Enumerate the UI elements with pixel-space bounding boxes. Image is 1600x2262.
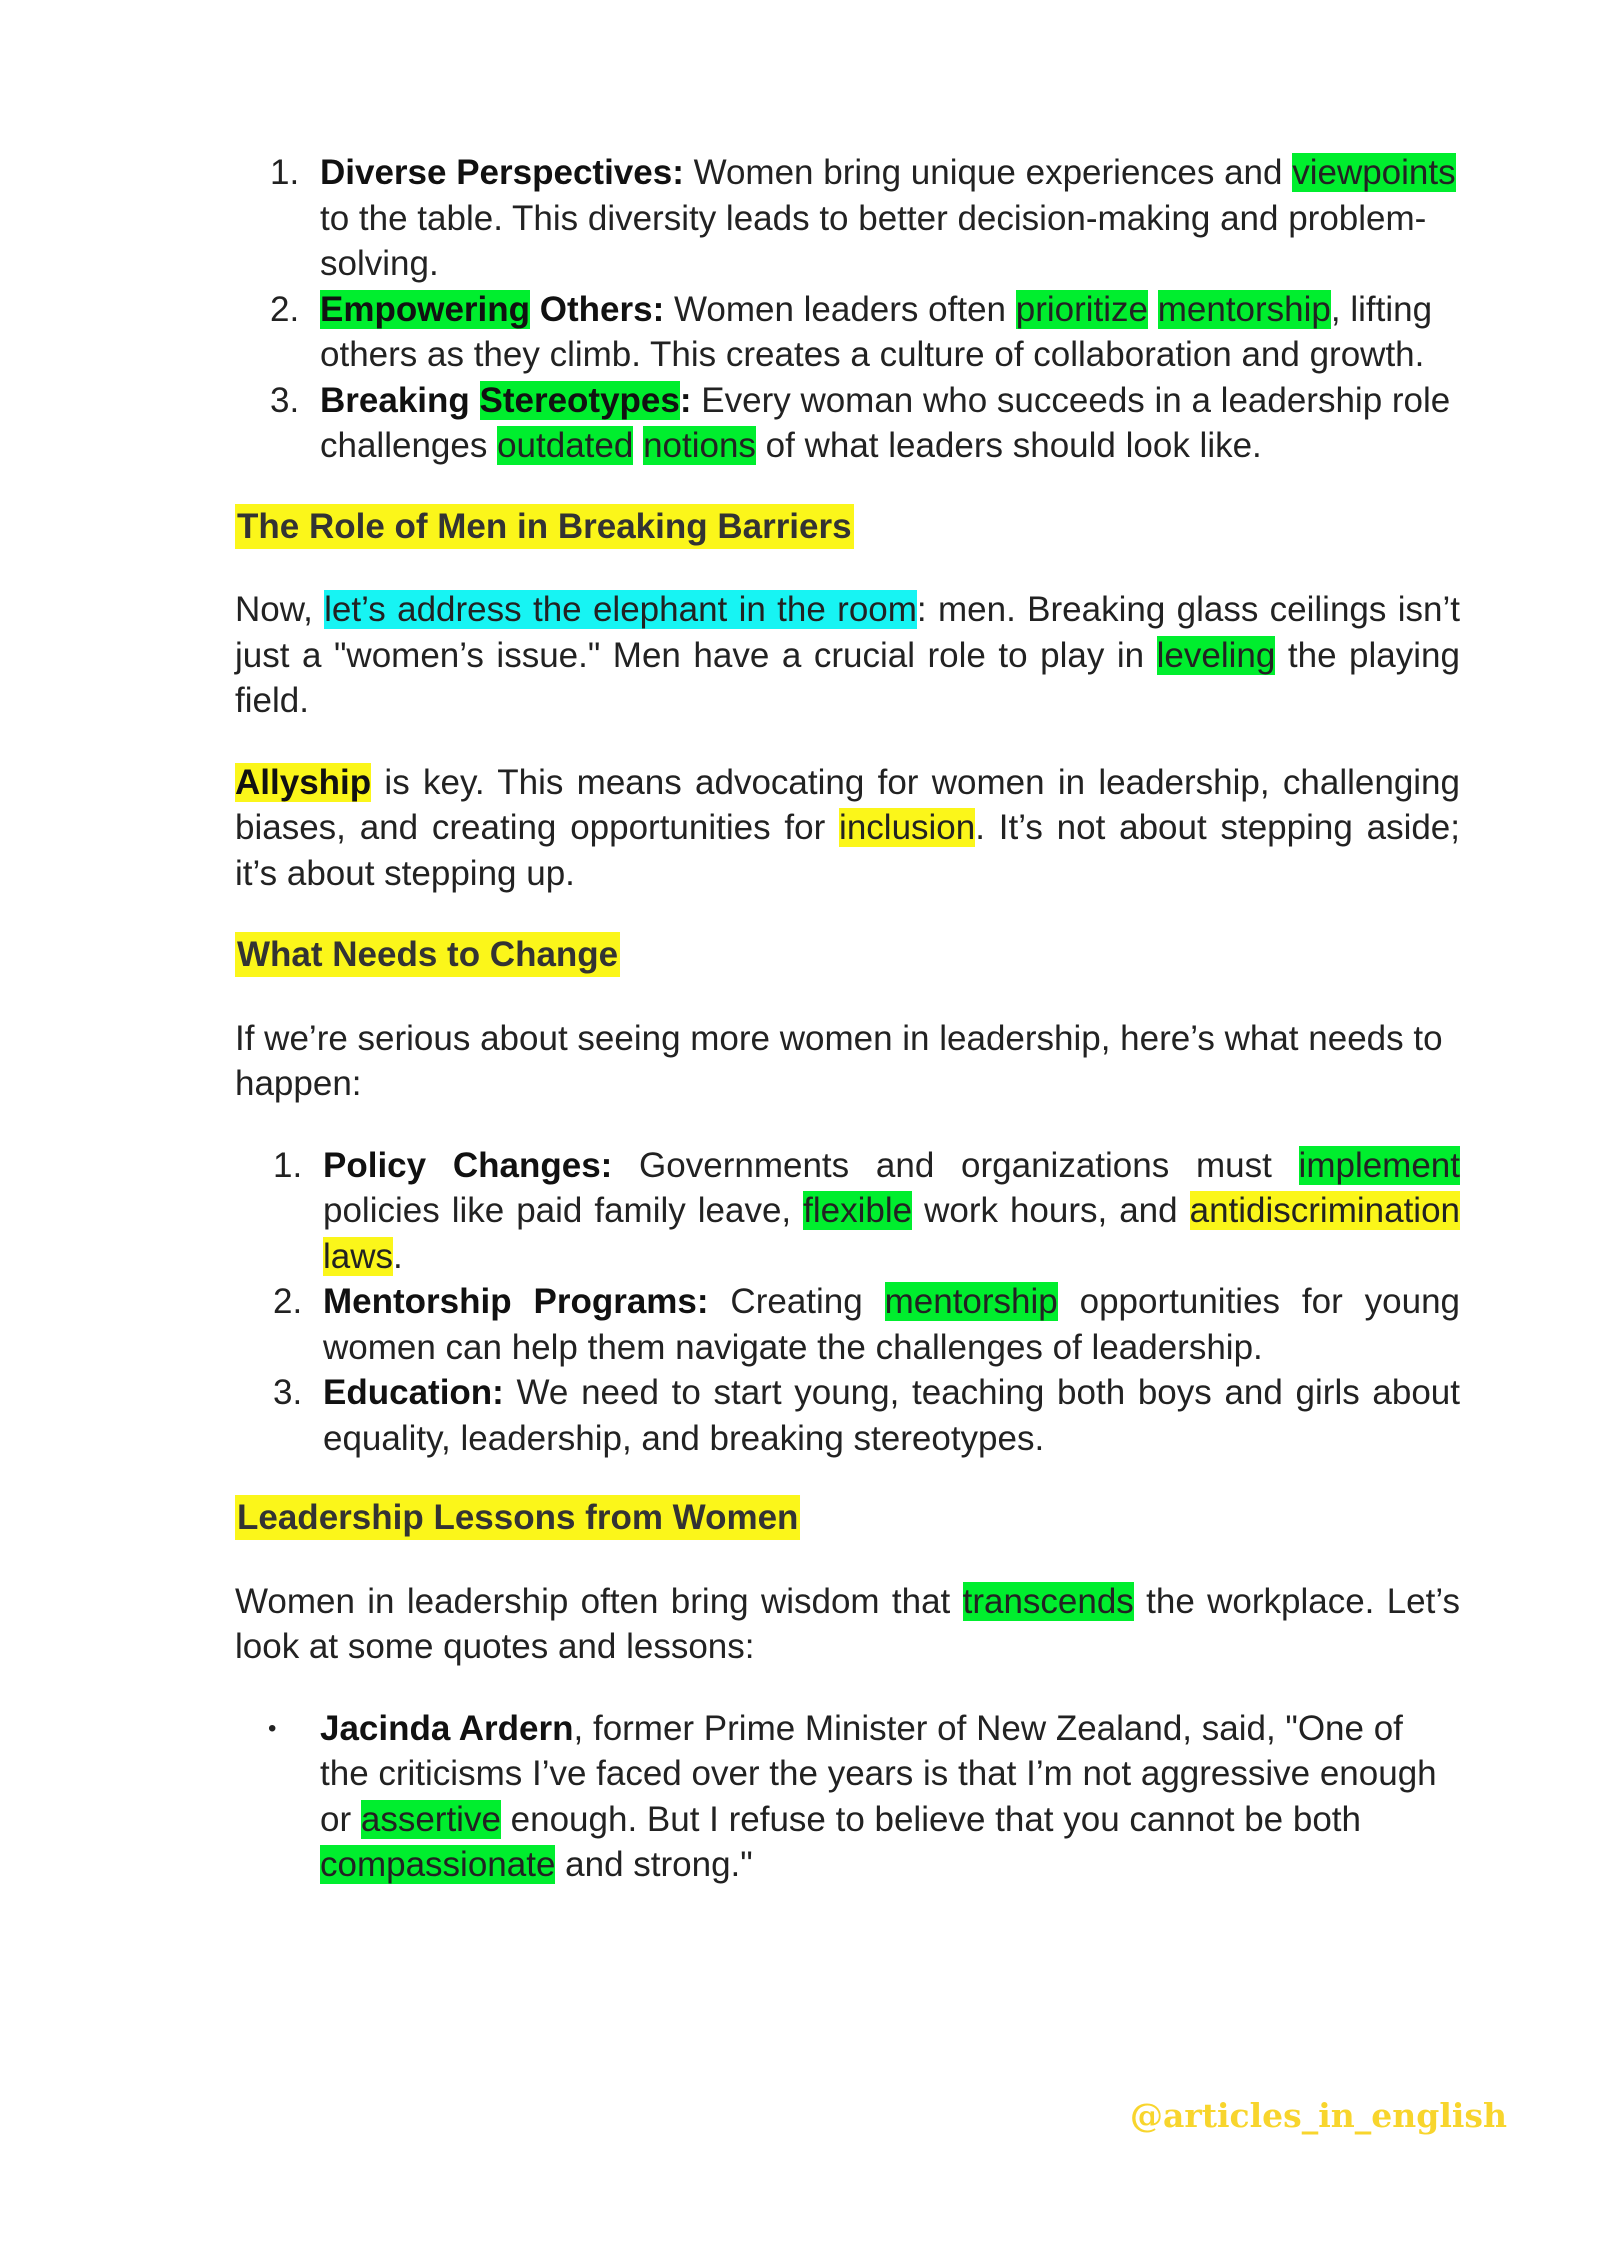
list-number: 3. bbox=[270, 380, 300, 420]
list-item bbox=[273, 1143, 1461, 1280]
paragraph: If we’re serious about seeing more women in leadership, here’s what needs to happen: bbox=[235, 1018, 1443, 1103]
item-text: Women bring unique experiences and bbox=[683, 153, 1293, 192]
green-highlight: compassionate bbox=[320, 1845, 556, 1884]
quote-author: Jacinda Ardern bbox=[320, 1708, 574, 1748]
item-text: , former Prime Minister of New Zealand, said, "One of the criticisms I’ve faced over the years is that I’m not aggressive enough or bbox=[320, 1708, 1437, 1839]
item-title-highlight: Empowering bbox=[320, 289, 531, 329]
item-title: Mentorship Programs: bbox=[323, 1282, 709, 1321]
paragraph-text: is key. This means advocating for women in leadership, challenging biases, and creating opportunities for bbox=[235, 762, 1460, 847]
list-number: 1. bbox=[270, 153, 300, 192]
green-highlight: notions bbox=[643, 426, 756, 465]
list-item bbox=[273, 1370, 1460, 1461]
yellow-highlight: inclusion bbox=[839, 808, 976, 847]
paragraph bbox=[235, 760, 1460, 897]
section-leadership-lessons bbox=[235, 1495, 1460, 1888]
item-text: work hours, and bbox=[912, 1191, 1190, 1230]
item-text: Creating bbox=[708, 1282, 885, 1321]
item-text: Women leaders often bbox=[664, 289, 1016, 329]
item-title: Others: bbox=[530, 289, 665, 329]
item-text: of what leaders should look like. bbox=[755, 426, 1262, 465]
green-highlight: transcends bbox=[962, 1581, 1134, 1621]
item-text bbox=[1148, 290, 1158, 329]
list-number: 2. bbox=[273, 1282, 303, 1321]
list-number: 3. bbox=[273, 1373, 303, 1412]
list-item bbox=[270, 378, 1460, 469]
list-item bbox=[268, 1706, 1460, 1888]
item-text: to the table. This diversity leads to better decision-making and problem-solving. bbox=[320, 198, 1427, 283]
green-highlight: outdated bbox=[497, 426, 634, 465]
paragraph-text: Women in leadership often bring wisdom that bbox=[235, 1581, 963, 1621]
item-text: We need to start young, teaching both boys and girls about equality, leadership, and breaking stereotypes. bbox=[323, 1373, 1460, 1458]
yellow-highlight: antidiscrimination laws bbox=[323, 1191, 1461, 1276]
green-highlight: assertive bbox=[360, 1799, 501, 1839]
green-highlight: flexible bbox=[803, 1191, 913, 1230]
item-title: Policy Changes: bbox=[323, 1145, 613, 1185]
item-text: opportunities for young women can help them navigate the challenges of leadership. bbox=[323, 1282, 1461, 1367]
item-text: and strong." bbox=[555, 1845, 753, 1884]
quotes-list bbox=[235, 1706, 1460, 1888]
item-title: : bbox=[679, 380, 692, 420]
paragraph-text: the playing field. bbox=[235, 635, 1460, 720]
green-highlight: implement bbox=[1298, 1145, 1460, 1185]
section-what-needs-to-change bbox=[235, 932, 1460, 1461]
paragraph-text: : men. Breaking glass ceilings isn’t just a "women’s issue." Men have a crucial role to play in bbox=[235, 590, 1460, 675]
cyan-highlight: let’s address the elephant in the room bbox=[324, 590, 917, 629]
change-list bbox=[235, 1143, 1460, 1462]
item-title-highlight: Stereotypes bbox=[479, 380, 680, 420]
list-item bbox=[273, 1279, 1461, 1370]
document-page bbox=[235, 150, 1460, 1888]
item-text: Governments and organizations must bbox=[612, 1145, 1299, 1185]
green-highlight: mentorship bbox=[884, 1282, 1058, 1321]
list-item bbox=[270, 150, 1460, 287]
yellow-highlight: Allyship bbox=[235, 762, 372, 802]
list-number: 2. bbox=[270, 289, 300, 329]
list-number: 1. bbox=[273, 1145, 303, 1185]
section-heading: The Role of Men in Breaking Barriers bbox=[235, 504, 854, 549]
item-title: Diverse Perspectives: bbox=[320, 153, 684, 192]
item-title: Breaking bbox=[320, 380, 480, 420]
green-highlight: prioritize bbox=[1015, 289, 1148, 329]
paragraph bbox=[235, 587, 1460, 724]
item-text: Every woman who succeeds in a leadership role challenges bbox=[320, 380, 1451, 465]
bullet-icon: • bbox=[268, 1714, 277, 1742]
item-text: enough. But I refuse to believe that you cannot be both bbox=[500, 1799, 1361, 1839]
item-text: . bbox=[393, 1236, 403, 1276]
item-text: policies like paid family leave, bbox=[323, 1191, 804, 1230]
green-highlight: mentorship bbox=[1157, 289, 1331, 329]
paragraph-text: . It’s not about stepping aside; it’s about stepping up. bbox=[235, 808, 1461, 893]
perspectives-list bbox=[235, 150, 1460, 469]
footer-handle: @articles_in_english bbox=[1130, 2096, 1507, 2135]
item-text: , lifting others as they climb. This creates a culture of collaboration and growth. bbox=[320, 289, 1433, 374]
green-highlight: viewpoints bbox=[1292, 153, 1456, 192]
section-heading: What Needs to Change bbox=[235, 932, 620, 977]
paragraph bbox=[235, 1579, 1460, 1670]
green-highlight: leveling bbox=[1156, 635, 1276, 675]
item-text bbox=[633, 426, 643, 465]
item-title: Education: bbox=[323, 1373, 504, 1412]
section-heading: Leadership Lessons from Women bbox=[235, 1495, 800, 1540]
paragraph-text: the workplace. Let’s look at some quotes and lessons: bbox=[235, 1581, 1461, 1666]
section-role-of-men bbox=[235, 504, 1460, 897]
list-item bbox=[270, 287, 1460, 378]
paragraph-text: Now, bbox=[235, 590, 325, 629]
